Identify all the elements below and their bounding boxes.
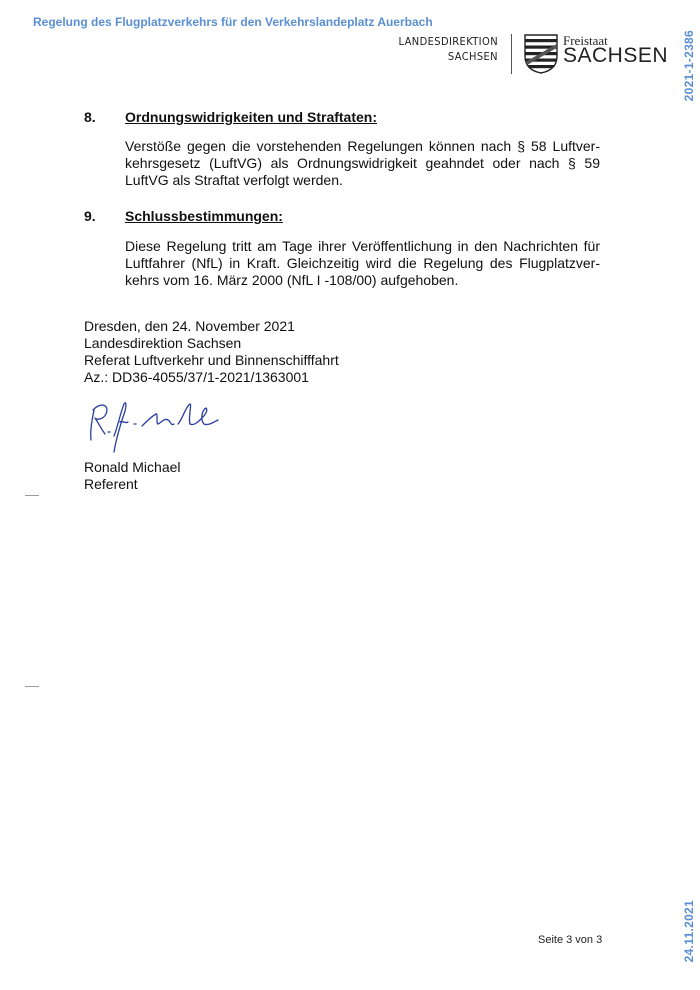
logo-divider <box>511 34 512 74</box>
section-title: Schlussbestimmungen: <box>125 208 283 224</box>
closing-authority: Landesdirektion Sachsen <box>84 335 242 351</box>
signer-role: Referent <box>84 476 138 492</box>
closing-block <box>84 318 339 386</box>
handwritten-signature <box>86 396 221 460</box>
closing-department: Referat Luftverkehr und Binnenschifffahrt <box>84 352 339 368</box>
fold-mark <box>25 495 39 496</box>
header-title: Regelung des Flugplatzverkehrs für den Verkehrslandeplatz Auerbach <box>33 15 433 29</box>
section-9-heading <box>84 208 283 224</box>
saxony-coat-of-arms-icon <box>524 34 558 74</box>
section-number: 9. <box>84 208 96 224</box>
punch-mark <box>25 686 39 687</box>
document-number: 2021-1-2386 <box>682 30 696 102</box>
logo-sachsen: SACHSEN <box>563 44 669 67</box>
authority-name <box>398 34 498 64</box>
section-9-text: Diese Regelung tritt am Tage ihrer Veröffentlichung in den Nachrichten für Luftfahrer (NfL) in Kraft. Gleichzeitig wird die Regelung des Flugplatzver-kehrs vom 16. März 2000 (NfL I -108/00) aufgehoben. <box>125 238 600 288</box>
place-date: Dresden, den 24. November 2021 <box>84 318 295 334</box>
section-title: Ordnungswidrigkeiten und Straftaten: <box>125 109 378 125</box>
signer-name: Ronald Michael <box>84 459 181 475</box>
logo-freistaat: Freistaat <box>563 33 608 48</box>
section-8-heading <box>84 109 377 125</box>
page-number: Seite 3 von 3 <box>538 934 603 946</box>
document-date: 24.11.2021 <box>682 900 696 963</box>
reference-number: Az.: DD36-4055/37/1-2021/1363001 <box>84 369 309 385</box>
authority-line-1: LANDESDIREKTION <box>398 35 498 48</box>
section-8-text: Verstöße gegen die vorstehenden Regelungen können nach § 58 Luftver-kehrsgesetz (LuftVG) als Ordnungswidrigkeit geahndet oder nach § 59 LuftVG als Straftat verfolgt werden. <box>125 138 600 188</box>
authority-line-2: SACHSEN <box>447 50 498 63</box>
signer-block <box>84 459 181 493</box>
section-number: 8. <box>84 109 96 125</box>
